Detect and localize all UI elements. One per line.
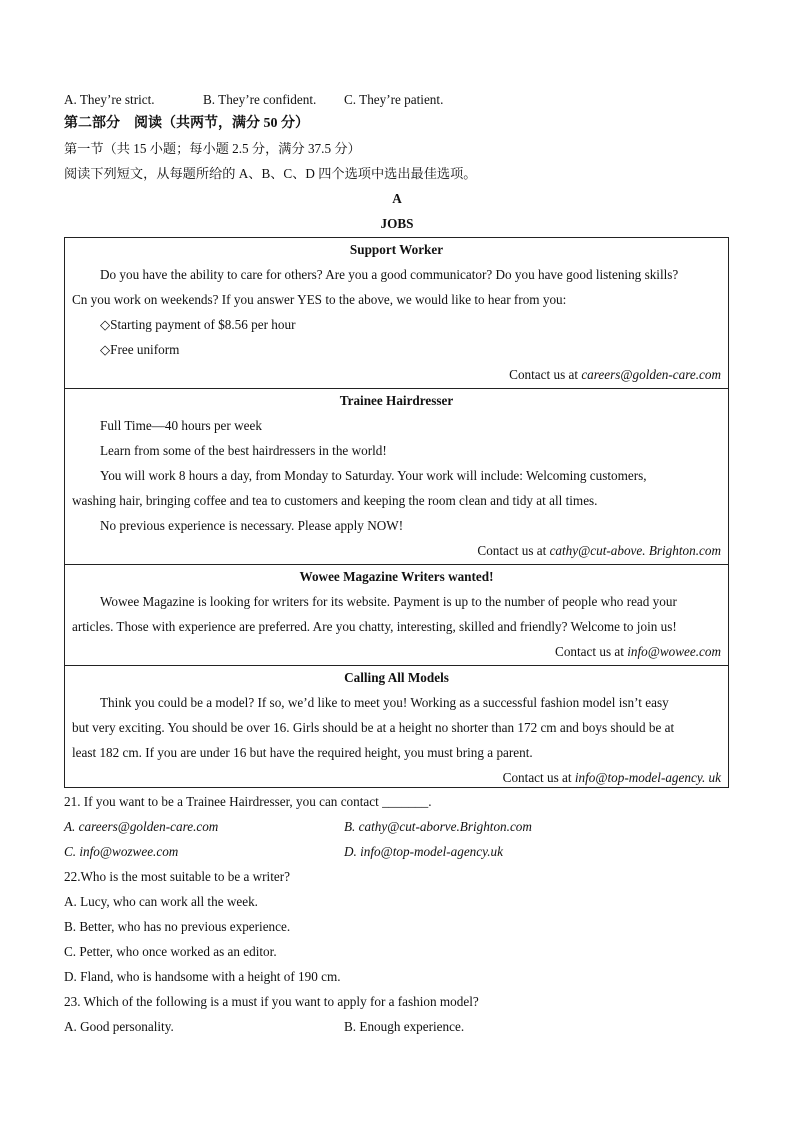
ad-calling-all-models [65,666,728,790]
ad-text: washing hair, bringing coffee and tea to customers and keeping the room clean and tidy at all times. [72,493,598,508]
ad-contact: Contact us at info@top-model-agency. uk [502,770,721,785]
passage-letter: A [392,191,402,206]
ad-title: Support Worker [349,242,444,257]
contact-email: careers@golden-care.com [581,367,721,382]
ad-title: Trainee Hairdresser [339,393,454,408]
ad-text: Think you could be a model? If so, we’d like to meet you! Working as a successful fashion model isn’t easy [100,695,669,710]
passage-title: JOBS [380,216,414,231]
ad-title: Calling All Models [344,670,449,685]
question-23: 23. Which of the following is a must if you want to apply for a fashion model? [64,994,479,1009]
option-a-prev: A. They’re strict. [64,92,155,107]
ad-wowee-magazine [65,565,728,666]
ad-contact: Contact us at careers@golden-care.com [509,367,721,382]
question-22: 22.Who is the most suitable to be a writer? [64,869,290,884]
q21-option-b: B. cathy@cut-aborve.Brighton.com [344,819,532,834]
ad-support-worker [65,238,728,389]
ad-bullet: ◇Starting payment of $8.56 per hour [100,317,296,332]
ad-text: Do you have the ability to care for others? Are you a good communicator? Do you have good listening skills? [100,267,679,282]
ad-text: articles. Those with experience are preferred. Are you chatty, interesting, skilled and friendly? Welcome to join us! [72,619,677,634]
jobs-box [64,237,729,788]
q22-option-b: B. Better, who has no previous experience. [64,919,291,934]
ad-text: Cn you work on weekends? If you answer YES to the above, we would like to hear from you: [72,292,567,307]
section1-heading: 第一节（共 15 小题；每小题 2.5 分，满分 37.5 分） [64,141,361,156]
ad-contact: Contact us at info@wowee.com [555,644,721,659]
contact-email: info@top-model-agency. uk [574,770,721,785]
ad-text: least 182 cm. If you are under 16 but have the required height, you must bring a parent. [72,745,533,760]
contact-email: cathy@cut-above. Brighton.com [549,543,721,558]
q21-option-a: A. careers@golden-care.com [64,819,219,834]
part2-title: 第二部分 阅读（共两节，满分 50 分） [64,116,309,131]
ad-text: but very exciting. You should be over 16. Girls should be at a height no shorter than 172 cm and boys should be at [72,720,675,735]
ad-text: Wowee Magazine is looking for writers for its website. Payment is up to the number of people who read your [100,594,677,609]
ad-contact: Contact us at cathy@cut-above. Brighton.com [477,543,721,558]
ad-text: You will work 8 hours a day, from Monday to Saturday. Your work will include: Welcoming customers, [100,468,647,483]
option-c-prev: C. They’re patient. [344,92,444,107]
q22-option-d: D. Fland, who is handsome with a height of 190 cm. [64,969,341,984]
ad-bullet: ◇Free uniform [100,342,180,357]
q22-option-c: C. Petter, who once worked as an editor. [64,944,277,959]
ad-text: No previous experience is necessary. Please apply NOW! [100,518,404,533]
question-21: 21. If you want to be a Trainee Hairdresser, you can contact _______. [64,794,432,809]
ad-text: Full Time—40 hours per week [100,418,262,433]
q21-option-c: C. info@wozwee.com [64,844,179,859]
q23-option-a: A. Good personality. [64,1019,174,1034]
ad-text: Learn from some of the best hairdressers in the world! [100,443,387,458]
instruction: 阅读下列短文，从每题所给的 A、B、C、D 四个选项中选出最佳选项。 [64,166,477,181]
contact-email: info@wowee.com [627,644,721,659]
option-b-prev: B. They’re confident. [203,92,317,107]
q23-option-b: B. Enough experience. [344,1019,465,1034]
ad-trainee-hairdresser [65,389,728,565]
ad-title: Wowee Magazine Writers wanted! [299,569,494,584]
q21-option-d: D. info@top-model-agency.uk [344,844,503,859]
q22-option-a: A. Lucy, who can work all the week. [64,894,258,909]
